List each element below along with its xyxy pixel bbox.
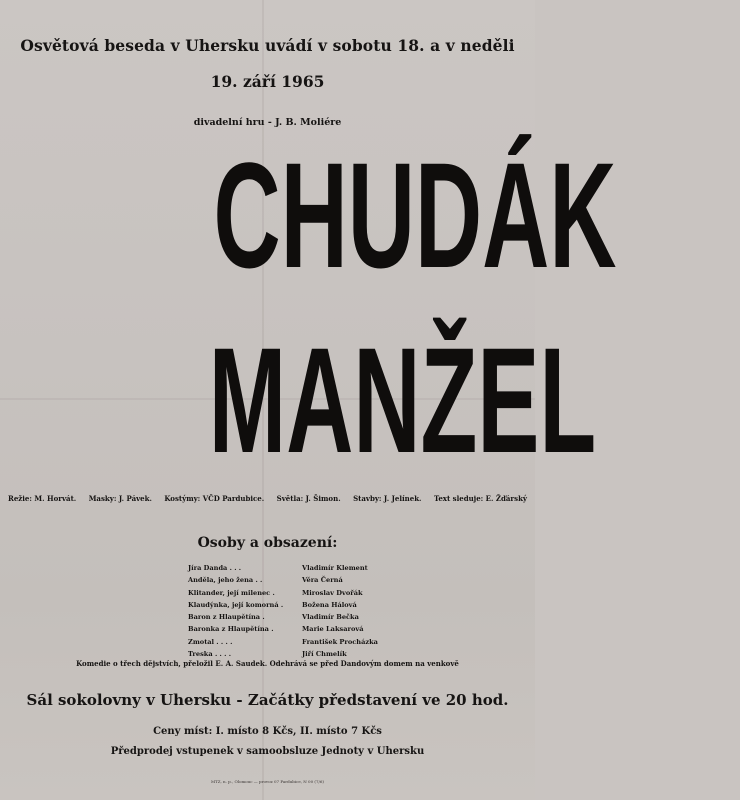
cast-list [188,562,408,660]
cast-actor: Božena Hálová [302,600,357,609]
header-line-date: 19. září 1965 [210,72,325,91]
cast-role: Zmotal . . . . [188,637,233,646]
venue-line: Sál sokolovny v Uhersku - Začátky představení ve 20 hod. [26,691,509,709]
cast-row [188,611,408,623]
header-line-author: divadelní hru - J. B. Moliére [193,117,342,128]
credit-sets: Stavby: J. Jelínek. [353,494,422,503]
play-note: Komedie o třech dějstvích, přeložil E. A. Saudek. Odehrává se před Dandovým domem na venkově [76,659,459,668]
cast-role: Jíra Danda . . . [188,564,242,572]
production-credits [8,494,527,503]
cast-actor: Jiří Chmelík [302,650,347,659]
cast-role: Treska . . . . [188,650,232,659]
cast-actor: Věra Černá [302,576,343,585]
cast-row [188,562,408,574]
cast-role: Klitander, její milenec . [188,588,275,597]
cast-actor: Vladimír Bečka [302,613,359,622]
cast-actor: Marie Laksarová [302,625,364,634]
cast-row [188,574,408,586]
credit-prompter: Text sleduje: E. Žďárský [433,494,527,503]
play-title-word-1: CHUDÁK [213,131,617,299]
cast-row [188,623,408,635]
header-line-presenter: Osvětová beseda v Uhersku uvádí v sobotu 18. a v neděli [20,36,515,55]
credit-director: Režie: M. Horvát. [8,494,77,503]
cast-role: Klaudýnka, její komorná . [188,600,284,609]
cast-row [188,587,408,599]
cast-role: Anděla, jeho žena . . [188,576,263,585]
presale-info: Předprodej vstupenek v samoobsluze Jednoty v Uhersku [110,746,425,757]
play-title-word-2: MANŽEL [208,316,597,484]
play-title-line-1 [90,131,617,299]
ticket-prices: Ceny míst: I. místo 8 Kčs, II. místo 7 Kčs [153,726,382,737]
credit-lights: Světla: J. Šimon. [276,494,341,503]
credit-masks: Masky: J. Pávek. [88,494,152,503]
play-title-line-2 [90,316,597,484]
cast-actor: Vladimír Klement [302,564,368,572]
cast-actor: Miroslav Dvořák [302,588,363,597]
cast-heading: Osoby a obsazení: [197,535,338,551]
cast-row [188,636,408,648]
cast-role: Baronka z Hlaupětína . [188,625,274,634]
credit-costumes: Kostýmy: VČD Pardubice. [164,494,265,503]
cast-actor: František Procházka [302,637,378,646]
cast-role: Baron z Hlaupětína . [188,613,265,622]
printer-imprint: MTZ, n. p., Olomouc — provoz 07 Pardubice, N 00 (7/6) [211,779,324,784]
cast-row [188,599,408,611]
